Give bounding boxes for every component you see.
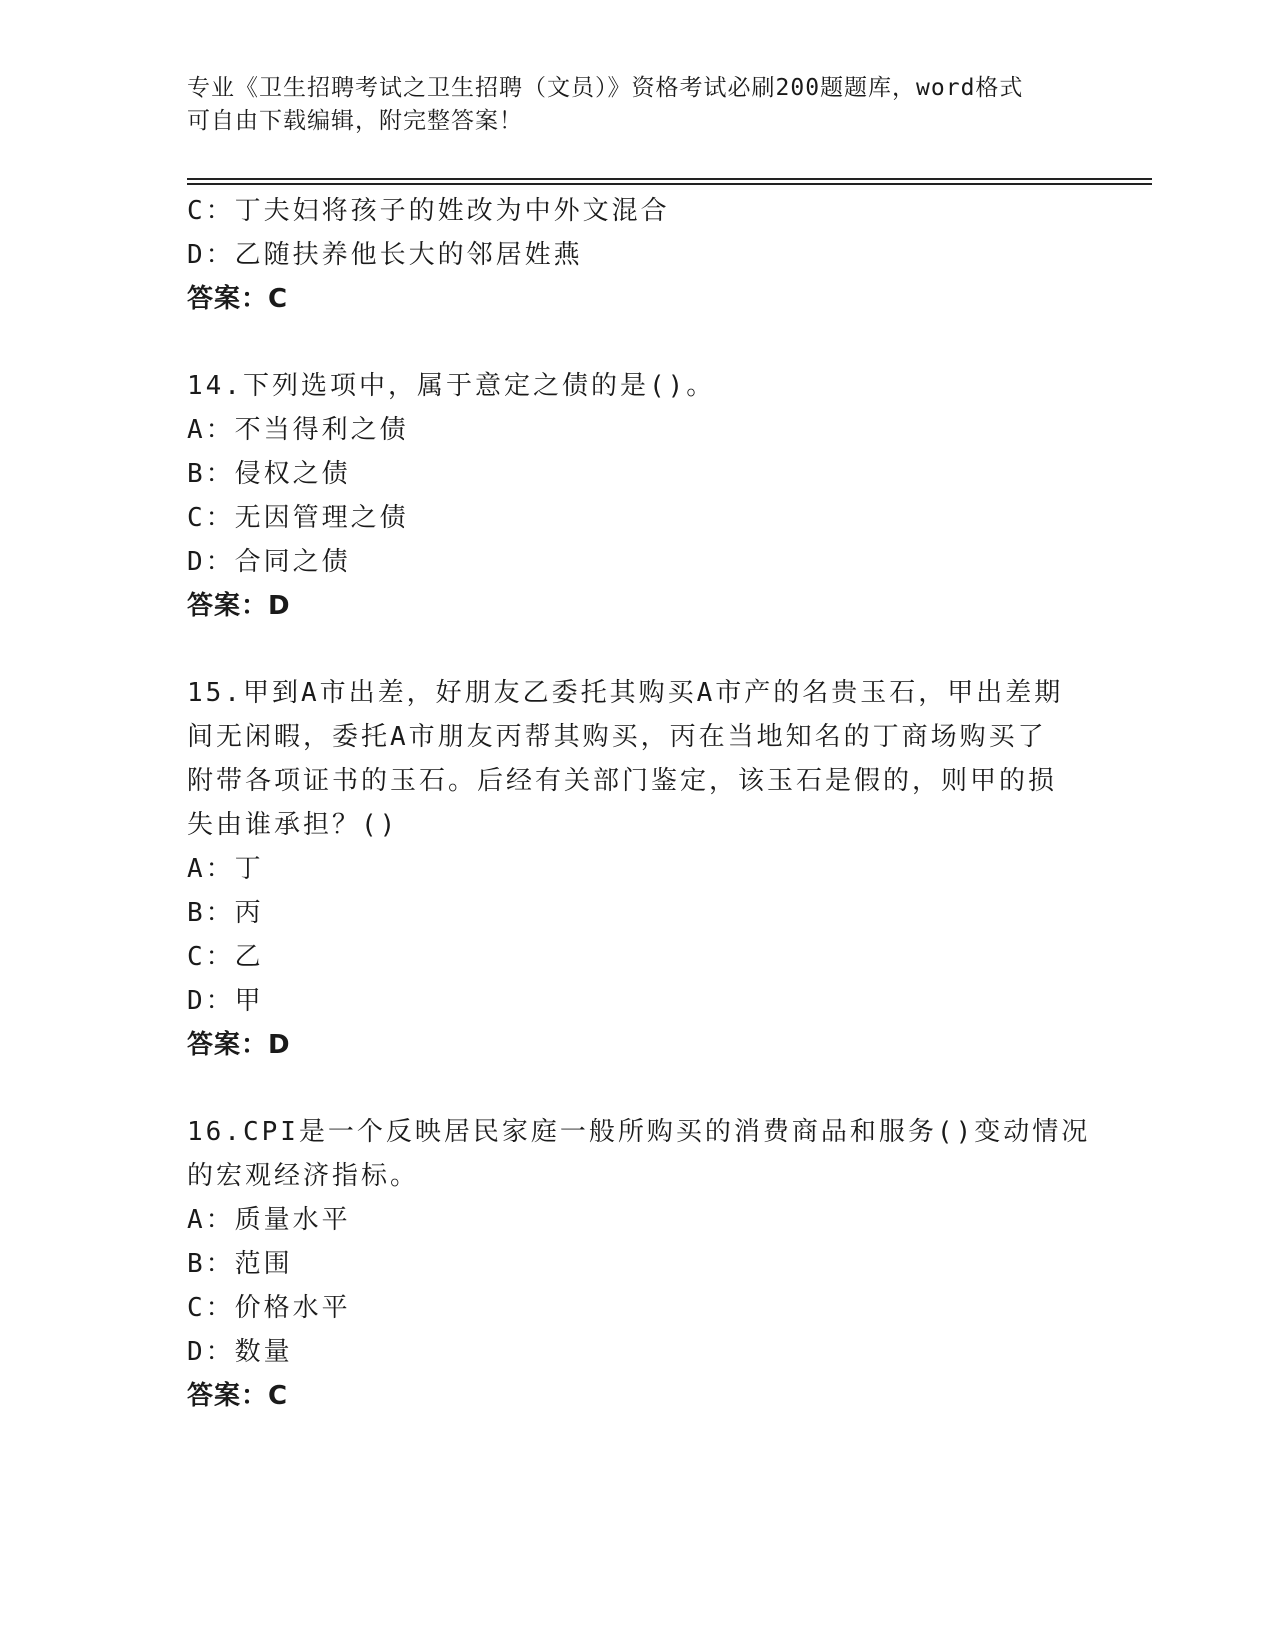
q16-option-b: B：范围 xyxy=(187,1249,293,1279)
header-line-2: 可自由下载编辑，附完整答案！ xyxy=(187,108,523,134)
header-rule-bottom xyxy=(187,183,1152,185)
q14-answer: 答案：D xyxy=(187,591,291,621)
q16-option-c: C：价格水平 xyxy=(187,1293,351,1323)
question-16-line-2: 的宏观经济指标。 xyxy=(187,1161,420,1191)
document-header xyxy=(187,72,1067,138)
q16-option-d: D：数量 xyxy=(187,1337,293,1367)
q15-option-c: C：乙 xyxy=(187,942,264,972)
q15-answer: 答案：D xyxy=(187,1030,291,1060)
question-15-line-3: 附带各项证书的玉石。后经有关部门鉴定，该玉石是假的，则甲的损 xyxy=(187,766,1058,796)
q14-option-a: A：不当得利之债 xyxy=(187,415,409,445)
question-15-line-2: 间无闲暇，委托A市朋友丙帮其购买，丙在当地知名的丁商场购买了 xyxy=(187,722,1047,752)
q16-answer: 答案：C xyxy=(187,1381,289,1411)
header-rule-top xyxy=(187,178,1152,180)
question-14: 14.下列选项中，属于意定之债的是()。 xyxy=(187,371,716,401)
option-d: D：乙随扶养他长大的邻居姓燕 xyxy=(187,240,583,270)
question-15-line-1: 15.甲到A市出差，好朋友乙委托其购买A市产的名贵玉石，甲出差期 xyxy=(187,678,1064,708)
q14-option-c: C：无因管理之债 xyxy=(187,503,409,533)
header-line-1: 专业《卫生招聘考试之卫生招聘（文员）》资格考试必刷200题题库，word格式 xyxy=(187,75,1024,101)
q16-option-a: A：质量水平 xyxy=(187,1205,351,1235)
q14-option-d: D：合同之债 xyxy=(187,547,351,577)
option-c: C：丁夫妇将孩子的姓改为中外文混合 xyxy=(187,196,670,226)
question-15-line-4: 失由谁承担？() xyxy=(187,810,399,840)
q15-option-b: B：丙 xyxy=(187,898,264,928)
q15-option-a: A：丁 xyxy=(187,854,264,884)
answer: 答案：C xyxy=(187,284,289,314)
q14-option-b: B：侵权之债 xyxy=(187,459,351,489)
question-16-line-1: 16.CPI是一个反映居民家庭一般所购买的消费商品和服务()变动情况 xyxy=(187,1117,1091,1147)
q15-option-d: D：甲 xyxy=(187,986,264,1016)
